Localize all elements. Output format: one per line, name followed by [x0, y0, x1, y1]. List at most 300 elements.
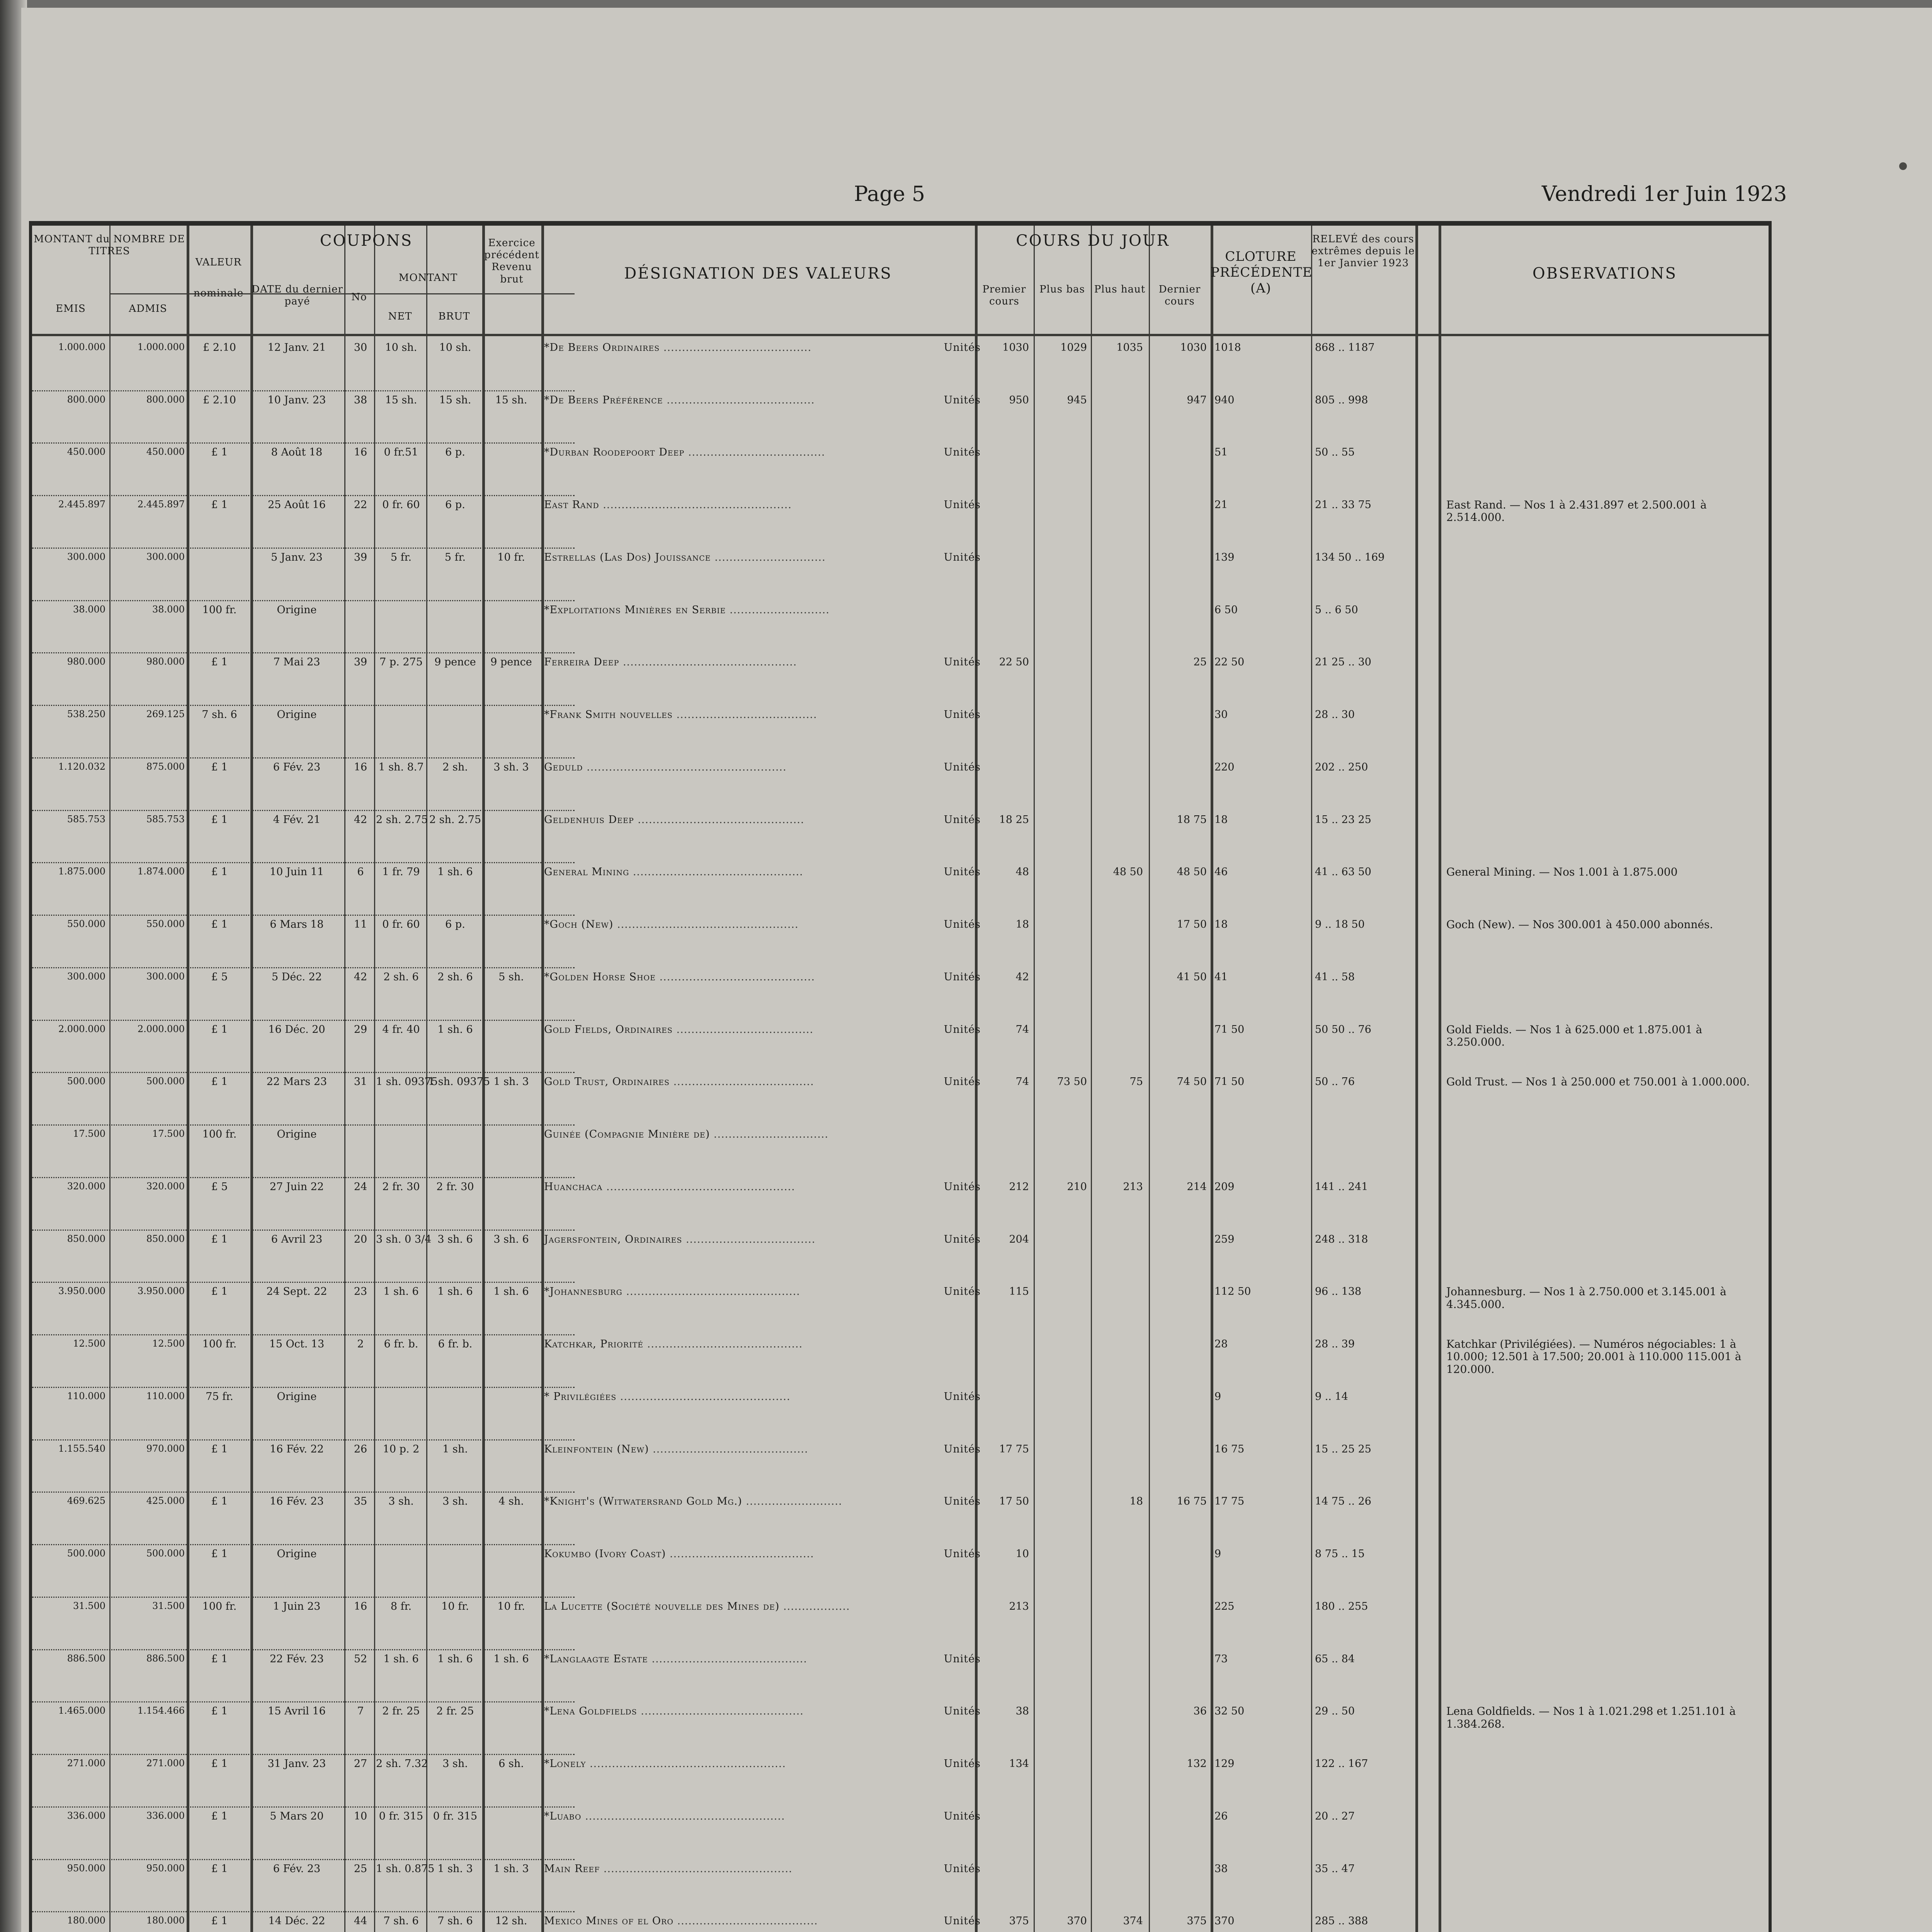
cell-name — [544, 1443, 981, 1455]
head-montant-sub: MONTANT — [398, 272, 458, 284]
table-row — [32, 918, 1769, 971]
cell-issued: 450.000 — [67, 446, 105, 457]
cell-name — [544, 1915, 981, 1927]
cell-v1: 212 — [1009, 1180, 1029, 1193]
cell-v4: 41 50 — [1177, 971, 1207, 983]
cell-name — [544, 604, 981, 616]
cell-issued: 17.500 — [73, 1128, 105, 1139]
cell-net: 1 sh. 8.7 — [378, 761, 424, 773]
row-divider — [32, 1072, 575, 1073]
cell-v5: 17 75 — [1214, 1495, 1245, 1508]
security-name: *De Beers Ordinaires — [544, 342, 660, 354]
cell-v5: 139 — [1214, 551, 1235, 563]
cell-num: 25 — [354, 1862, 367, 1875]
cell-unit: Unités — [944, 551, 981, 563]
cell-num: 26 — [354, 1443, 367, 1455]
cell-issued: 31.500 — [73, 1600, 105, 1611]
cell-v1: 204 — [1009, 1233, 1029, 1245]
leader-dots: ........................... — [726, 604, 830, 616]
cell-observation: Gold Fields. — Nos 1 à 625.000 et 1.875.001 à 3.250.000. — [1446, 1023, 1702, 1048]
cell-date: 5 Janv. 23 — [271, 551, 323, 563]
row-divider — [32, 548, 575, 549]
cell-net: 7 sh. 6 — [383, 1915, 419, 1927]
cell-v1: 18 25 — [999, 813, 1029, 826]
cell-nominal: £ 1 — [211, 1548, 228, 1560]
row-divider — [32, 1020, 575, 1021]
cell-issued: 38.000 — [73, 604, 105, 615]
cell-brut: 2 fr. 25 — [436, 1705, 474, 1718]
cell-brut: 6 fr. b. — [438, 1338, 473, 1350]
table-row — [32, 1653, 1769, 1706]
leader-dots: ............................................ — [637, 1705, 804, 1718]
cell-brut: 2 sh. 2.75 — [429, 813, 481, 826]
table-row — [32, 656, 1769, 709]
leader-dots: ....................................... — [666, 1548, 814, 1560]
cell-name — [544, 1548, 981, 1560]
cell-observation: Gold Trust. — Nos 1 à 250.000 et 750.001 à 1.000.000. — [1446, 1075, 1750, 1088]
cell-prev: 6 sh. — [498, 1758, 524, 1770]
cell-v2: 370 — [1067, 1915, 1087, 1927]
head-designation: DÉSIGNATION DES VALEURS — [624, 265, 892, 282]
cell-nominal: £ 1 — [211, 1758, 228, 1770]
cell-brut: 10 fr. — [441, 1600, 469, 1612]
cell-v5: 38 — [1214, 1862, 1228, 1875]
row-divider — [32, 757, 575, 759]
row-divider — [32, 1911, 575, 1912]
cell-unit: Unités — [944, 1495, 981, 1508]
row-divider — [32, 1649, 575, 1650]
cell-prev: 10 fr. — [497, 1600, 525, 1612]
leader-dots: ................................... — [682, 1233, 816, 1245]
cell-date: 12 Janv. 21 — [267, 342, 326, 354]
leader-dots: ........................................ — [660, 342, 812, 354]
cell-brut: 6 p. — [445, 446, 465, 459]
row-divider — [32, 1230, 575, 1231]
cell-admis: 585.753 — [146, 813, 185, 825]
leader-dots: .............................................. — [616, 1390, 791, 1403]
cell-nominal: £ 1 — [211, 1862, 228, 1875]
cell-nominal: £ 1 — [211, 813, 228, 826]
head-cours-du-jour: COURS DU JOUR — [1016, 232, 1170, 250]
head-brut: BRUT — [438, 311, 470, 322]
cell-v6: 35 .. 47 — [1315, 1862, 1355, 1875]
cell-num: 7 — [357, 1705, 364, 1718]
head-premier: Premier cours — [982, 284, 1026, 308]
row-divider — [32, 1124, 575, 1126]
cell-v5: 22 50 — [1214, 656, 1245, 668]
cell-brut: 15 sh. — [439, 394, 471, 406]
cell-num: 29 — [354, 1023, 367, 1036]
cell-num: 24 — [354, 1180, 367, 1193]
cell-unit: Unités — [944, 709, 981, 721]
cell-net: 1 sh. 6 — [383, 1286, 419, 1298]
cell-net: 2 sh. 7.32 — [376, 1758, 428, 1770]
cell-nominal: £ 5 — [211, 1180, 228, 1193]
cell-name — [544, 499, 981, 511]
security-name: *De Beers Préférence — [544, 394, 663, 406]
cell-num: 31 — [354, 1076, 367, 1088]
leader-dots: ...................................................... — [583, 761, 787, 773]
security-name: Jagersfontein, Ordinaires — [544, 1233, 682, 1245]
cell-brut: 1 sh. — [442, 1443, 468, 1455]
cell-v3: 374 — [1123, 1915, 1143, 1927]
cell-prev: 1 sh. 3 — [493, 1862, 529, 1875]
cell-admis: 500.000 — [146, 1548, 185, 1559]
cell-v1: 17 75 — [999, 1443, 1029, 1455]
security-name: *Lena Goldfields — [544, 1705, 637, 1718]
head-net: NET — [388, 311, 412, 322]
security-name: Estrellas (Las Dos) Jouissance — [544, 551, 711, 563]
table-row — [32, 1758, 1769, 1810]
table-row — [32, 1391, 1769, 1443]
cell-name — [544, 709, 981, 721]
cell-v5: 46 — [1214, 866, 1228, 878]
cell-num: 11 — [354, 918, 367, 931]
cell-v6: 122 .. 167 — [1315, 1758, 1368, 1770]
cell-name — [544, 866, 981, 878]
cell-admis: 12.500 — [152, 1338, 185, 1349]
cell-observation: Johannesburg. — Nos 1 à 2.750.000 et 3.145.001 à 4.345.000. — [1446, 1285, 1726, 1311]
cell-v6: 15 .. 25 25 — [1315, 1443, 1371, 1455]
cell-v1: 115 — [1009, 1286, 1029, 1298]
head-exercice: Exercice précédent Revenu brut — [484, 237, 539, 285]
security-name: Huanchaca — [544, 1180, 603, 1193]
cell-date: 6 Fév. 23 — [273, 761, 321, 773]
cell-unit: Unités — [944, 1653, 981, 1665]
row-divider — [32, 390, 575, 391]
cell-num: 39 — [354, 656, 367, 668]
cell-observation: East Rand. — Nos 1 à 2.431.897 et 2.500.001 à 2.514.000. — [1446, 498, 1707, 524]
cell-v6: 9 .. 14 — [1315, 1390, 1348, 1403]
cell-v4: 25 — [1193, 656, 1207, 668]
leader-dots: .......................................... — [648, 1653, 807, 1665]
table-row — [32, 1233, 1769, 1286]
cell-v5: 32 50 — [1214, 1705, 1245, 1718]
cell-date: 8 Août 18 — [271, 446, 323, 459]
cell-issued: 538.250 — [67, 709, 105, 720]
security-name: *Exploitations Minières en Serbie — [544, 604, 726, 616]
cell-issued: 1.120.032 — [58, 761, 105, 772]
leader-dots: .......................................... — [643, 1338, 803, 1350]
cell-v5: 18 — [1214, 813, 1228, 826]
cell-admis: 300.000 — [146, 551, 185, 562]
cell-name — [544, 971, 981, 983]
cell-nominal: £ 2.10 — [203, 394, 236, 406]
cell-name — [544, 1181, 981, 1193]
cell-num: 30 — [354, 342, 367, 354]
cell-v1: 950 — [1009, 394, 1029, 406]
cell-num: 6 — [357, 866, 364, 878]
cell-nominal: £ 1 — [211, 1286, 228, 1298]
security-name: *Lonely — [544, 1758, 586, 1770]
cell-v4: 74 50 — [1177, 1076, 1207, 1088]
cell-v6: 50 .. 76 — [1315, 1076, 1355, 1088]
cell-v6: 41 .. 58 — [1315, 971, 1355, 983]
cell-v4: 132 — [1187, 1758, 1207, 1770]
head-admis: ADMIS — [129, 303, 167, 315]
cell-v5: 370 — [1214, 1915, 1235, 1927]
leader-dots: ................................................... — [602, 1180, 795, 1193]
table-row — [32, 604, 1769, 656]
cell-issued: 500.000 — [67, 1076, 105, 1087]
cell-num: 35 — [354, 1495, 367, 1508]
cell-v1: 38 — [1015, 1705, 1029, 1718]
cell-unit: Unités — [944, 813, 981, 826]
row-divider — [32, 862, 575, 863]
cell-v5: 18 — [1214, 918, 1228, 931]
leader-dots: .............................. — [711, 551, 826, 563]
cell-v1: 134 — [1009, 1758, 1029, 1770]
head-cloture: CLOTURE PRÉCÉDENTE (A) — [1211, 249, 1313, 296]
cell-v6: 21 .. 33 75 — [1315, 499, 1371, 511]
row-divider — [32, 1334, 575, 1335]
cell-unit: Unités — [944, 761, 981, 773]
table-row — [32, 1128, 1769, 1181]
security-name: East Rand — [544, 499, 599, 511]
table-row — [32, 551, 1769, 604]
leader-dots: ...................................... — [672, 709, 817, 721]
cell-v6: 20 .. 27 — [1315, 1810, 1355, 1822]
cell-brut: 1 sh. 6 — [437, 1023, 473, 1036]
table-row — [32, 1286, 1769, 1338]
cell-brut: 3 sh. — [442, 1758, 468, 1770]
row-divider — [32, 1439, 575, 1440]
cell-name — [544, 342, 981, 354]
cell-date: 14 Déc. 22 — [268, 1915, 325, 1927]
table-row — [32, 1705, 1769, 1758]
cell-nominal: £ 1 — [211, 1443, 228, 1455]
cell-date: Origine — [277, 604, 317, 616]
cell-num: 2 — [357, 1338, 364, 1350]
table-row — [32, 394, 1769, 447]
cell-num: 38 — [354, 394, 367, 406]
cell-v5: 28 — [1214, 1338, 1228, 1350]
row-divider — [32, 1177, 575, 1178]
head-dernier: Dernier cours — [1158, 284, 1201, 308]
page-date: Vendredi 1er Juin 1923 — [1542, 182, 1787, 206]
cell-v5: 41 — [1214, 971, 1228, 983]
cell-admis: 950.000 — [146, 1862, 185, 1874]
cell-num: 42 — [354, 971, 367, 983]
cell-unit: Unités — [944, 971, 981, 983]
cell-brut: 1 sh. 6 — [437, 1286, 473, 1298]
cell-num: 20 — [354, 1233, 367, 1245]
row-divider — [32, 1806, 575, 1808]
cell-name — [544, 1863, 981, 1875]
cell-name — [544, 1286, 981, 1298]
security-name: Main Reef — [544, 1862, 600, 1875]
table-row — [32, 1600, 1769, 1653]
cell-issued: 271.000 — [67, 1758, 105, 1769]
cell-date: 15 Avril 16 — [268, 1705, 326, 1718]
cell-v5: 26 — [1214, 1810, 1228, 1822]
row-divider — [32, 810, 575, 811]
table-row — [32, 1076, 1769, 1128]
cell-prev: 9 pence — [490, 656, 532, 668]
security-name: *Johannesburg — [544, 1286, 622, 1298]
cell-v1: 213 — [1009, 1600, 1029, 1612]
row-divider — [32, 705, 575, 706]
cell-nominal: £ 1 — [211, 1023, 228, 1036]
cell-issued: 550.000 — [67, 918, 105, 930]
cell-net: 6 fr. b. — [384, 1338, 418, 1350]
cell-v3: 18 — [1129, 1495, 1143, 1508]
head-date: DATE du dernier payé — [252, 284, 343, 308]
cell-v5: 220 — [1214, 761, 1235, 773]
head-montant: MONTANT du NOMBRE DE TITRES — [34, 233, 185, 257]
security-name: Ferreira Deep — [544, 656, 619, 668]
cell-unit: Unités — [944, 1758, 981, 1770]
cell-name — [544, 1600, 981, 1612]
page-number: Page 5 — [854, 182, 925, 206]
cell-observation: General Mining. — Nos 1.001 à 1.875.000 — [1446, 866, 1678, 879]
cell-issued: 110.000 — [67, 1390, 105, 1401]
cell-name — [544, 1024, 981, 1036]
cell-net: 0 fr. 60 — [382, 499, 420, 511]
cell-date: 22 Fév. 23 — [270, 1653, 324, 1665]
cell-nominal: £ 1 — [211, 656, 228, 668]
cell-v1: 17 50 — [999, 1495, 1029, 1508]
cell-admis: 300.000 — [146, 971, 185, 982]
cell-net: 4 fr. 40 — [382, 1023, 420, 1036]
cell-nominal: 100 fr. — [202, 1338, 237, 1350]
cell-brut: 6 p. — [445, 499, 465, 511]
cell-brut: 3 sh. 6 — [437, 1233, 473, 1245]
cell-date: 6 Mars 18 — [270, 918, 324, 931]
cell-date: 7 Mai 23 — [273, 656, 320, 668]
head-plus-bas: Plus bas — [1039, 284, 1085, 295]
cell-v3: 48 50 — [1113, 866, 1143, 878]
cell-nominal: £ 1 — [211, 761, 228, 773]
cell-admis: 110.000 — [146, 1390, 185, 1401]
cell-date: 15 Oct. 13 — [269, 1338, 325, 1350]
cell-admis: 850.000 — [146, 1233, 185, 1244]
security-name: * Privilégiées — [544, 1390, 617, 1403]
cell-nominal: £ 5 — [211, 971, 228, 983]
cell-unit: Unités — [944, 1443, 981, 1455]
table-row — [32, 971, 1769, 1024]
cell-admis: 269.125 — [146, 709, 185, 720]
cell-prev: 15 sh. — [495, 394, 527, 406]
cell-net: 0 fr.51 — [384, 446, 418, 459]
cell-date: 5 Déc. 22 — [271, 971, 322, 983]
cell-nominal: £ 1 — [211, 1705, 228, 1718]
cell-num: 23 — [354, 1286, 367, 1298]
cell-date: 1 Juin 23 — [273, 1600, 321, 1612]
cell-date: Origine — [277, 1128, 317, 1141]
row-divider — [32, 967, 575, 968]
cell-net: 2 sh. 2.75 — [376, 813, 428, 826]
cell-net: 1 sh. 09375 — [376, 1076, 438, 1088]
cell-v6: 65 .. 84 — [1315, 1653, 1355, 1665]
cell-date: 6 Fév. 23 — [273, 1862, 321, 1875]
cell-unit: Unités — [944, 1390, 981, 1403]
cell-v6: 15 .. 23 25 — [1315, 813, 1371, 826]
cell-brut: 9 pence — [434, 656, 476, 668]
table-row — [32, 1495, 1769, 1548]
cell-name — [544, 1653, 981, 1665]
cell-net: 1 sh. 0.875 — [376, 1862, 435, 1875]
cell-admis: 1.000.000 — [137, 342, 185, 352]
cell-num: 10 — [354, 1810, 367, 1822]
cell-net: 2 sh. 6 — [383, 971, 419, 983]
row-divider — [32, 1859, 575, 1860]
row-divider — [32, 1282, 575, 1283]
cell-admis: 17.500 — [152, 1128, 185, 1139]
cell-name — [544, 1810, 981, 1822]
cell-name — [544, 656, 981, 668]
cell-issued: 1.465.000 — [58, 1705, 105, 1716]
cell-admis: 271.000 — [146, 1758, 185, 1769]
cell-admis: 38.000 — [152, 604, 185, 615]
cell-unit: Unités — [944, 499, 981, 511]
table-row — [32, 1810, 1769, 1863]
leader-dots: ...................................... — [673, 1915, 818, 1927]
cell-num: 16 — [354, 761, 367, 773]
cell-unit: Unités — [944, 1023, 981, 1036]
leader-dots: ................................................... — [599, 499, 792, 511]
cell-num: 16 — [354, 446, 367, 459]
cell-unit: Unités — [944, 1180, 981, 1193]
cell-unit: Unités — [944, 1233, 981, 1245]
cell-v3: 75 — [1129, 1076, 1143, 1088]
security-name: *Knight's (Witwatersrand Gold Mg.) — [544, 1495, 742, 1508]
cell-name — [544, 814, 981, 826]
cell-brut: 2 fr. 30 — [436, 1180, 474, 1193]
cell-admis: 550.000 — [146, 918, 185, 930]
cell-issued: 500.000 — [67, 1548, 105, 1559]
cell-admis: 2.445.897 — [137, 499, 185, 510]
cell-prev: 1 sh. 6 — [493, 1286, 529, 1298]
cell-v1: 375 — [1009, 1915, 1029, 1927]
cell-brut: 6 p. — [445, 918, 465, 931]
cell-nominal: 100 fr. — [202, 1128, 237, 1141]
table-row — [32, 814, 1769, 866]
leader-dots: ..................................................... — [586, 1758, 786, 1770]
cell-v2: 210 — [1067, 1180, 1087, 1193]
leader-dots: ...................................... — [669, 1076, 814, 1088]
leader-dots: ..................................... — [684, 446, 825, 459]
cell-v5: 51 — [1214, 446, 1228, 459]
cell-name — [544, 394, 981, 406]
cell-brut: 3 sh. — [442, 1495, 468, 1508]
cell-name — [544, 1758, 981, 1770]
cell-date: 24 Sept. 22 — [266, 1286, 327, 1298]
cell-name — [544, 1705, 981, 1717]
cell-brut: 0 fr. 315 — [433, 1810, 478, 1822]
security-name: Geduld — [544, 761, 583, 773]
cell-v2: 945 — [1067, 394, 1087, 406]
cell-unit: Unités — [944, 1548, 981, 1560]
table-row — [32, 1338, 1769, 1391]
cell-v5: 129 — [1214, 1758, 1235, 1770]
cell-v3: 1035 — [1116, 342, 1143, 354]
cell-unit: Unités — [944, 656, 981, 668]
cell-date: 4 Fév. 21 — [273, 813, 321, 826]
cell-v5: 21 — [1214, 499, 1228, 511]
cell-v5: 9 — [1214, 1390, 1221, 1403]
cell-brut: 7 sh. 6 — [437, 1915, 473, 1927]
cell-admis: 3.950.000 — [137, 1286, 185, 1297]
row-divider — [32, 600, 575, 601]
cell-nominal: £ 1 — [211, 499, 228, 511]
cell-date: 10 Juin 11 — [269, 866, 324, 878]
cell-name — [544, 1076, 981, 1088]
cell-v5: 16 75 — [1214, 1443, 1245, 1455]
leader-dots: ............................................. — [634, 813, 804, 826]
cell-v1: 22 50 — [999, 656, 1029, 668]
cell-v1: 42 — [1015, 971, 1029, 983]
